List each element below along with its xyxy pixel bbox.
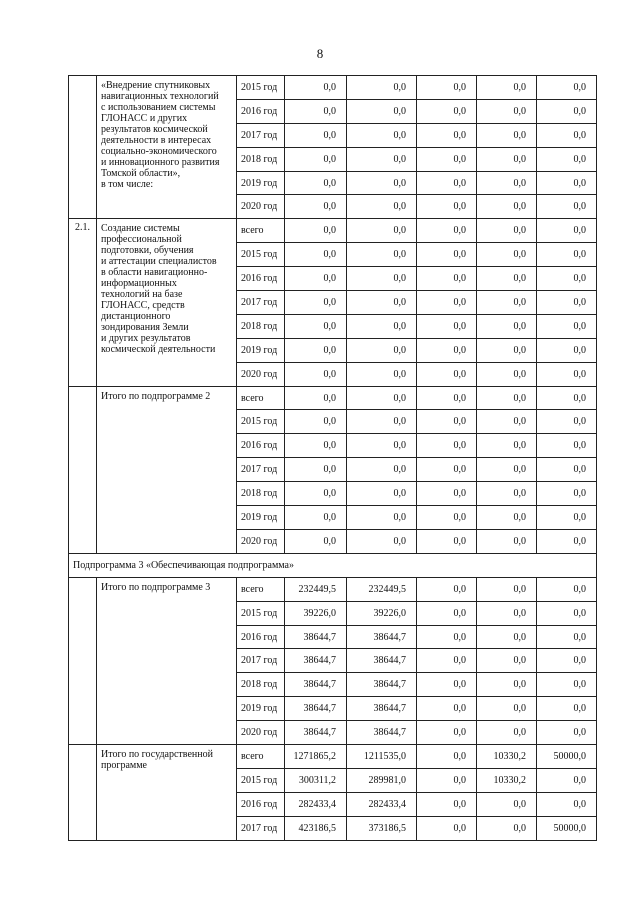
value-extrabudget: 0,0 [537,792,597,816]
year-cell: 2015 год [237,243,285,267]
value-extrabudget: 0,0 [537,697,597,721]
value-federal: 0,0 [417,171,477,195]
year-cell: 2017 год [237,816,285,840]
year-cell: 2017 год [237,291,285,315]
value-total: 0,0 [285,243,347,267]
value-extrabudget: 0,0 [537,338,597,362]
value-local: 0,0 [477,721,537,745]
value-regional: 0,0 [347,123,417,147]
value-total: 0,0 [285,529,347,553]
value-extrabudget: 0,0 [537,529,597,553]
value-extrabudget: 0,0 [537,267,597,291]
value-federal: 0,0 [417,649,477,673]
table-row [69,76,597,100]
value-extrabudget: 0,0 [537,362,597,386]
item-number [69,386,97,553]
value-regional: 1211535,0 [347,745,417,769]
value-federal: 0,0 [417,267,477,291]
table-row [69,577,597,601]
value-regional: 38644,7 [347,649,417,673]
value-local: 10330,2 [477,745,537,769]
year-cell: 2016 год [237,792,285,816]
value-extrabudget: 50000,0 [537,745,597,769]
value-extrabudget: 0,0 [537,434,597,458]
value-local: 0,0 [477,601,537,625]
value-local: 0,0 [477,219,537,243]
value-local: 0,0 [477,410,537,434]
value-total: 423186,5 [285,816,347,840]
value-extrabudget: 0,0 [537,601,597,625]
value-federal: 0,0 [417,529,477,553]
value-federal: 0,0 [417,243,477,267]
year-cell: всего [237,386,285,410]
value-regional: 0,0 [347,458,417,482]
value-regional: 373186,5 [347,816,417,840]
value-total: 0,0 [285,362,347,386]
value-total: 0,0 [285,219,347,243]
value-total: 0,0 [285,338,347,362]
value-regional: 289981,0 [347,768,417,792]
value-local: 0,0 [477,243,537,267]
value-regional: 0,0 [347,362,417,386]
value-total: 38644,7 [285,673,347,697]
value-federal: 0,0 [417,76,477,100]
value-local: 0,0 [477,506,537,530]
value-regional: 38644,7 [347,673,417,697]
value-local: 0,0 [477,673,537,697]
value-total: 39226,0 [285,601,347,625]
value-local: 10330,2 [477,768,537,792]
table-row [69,745,597,769]
year-cell: 2016 год [237,267,285,291]
value-federal: 0,0 [417,601,477,625]
year-cell: 2020 год [237,721,285,745]
value-total: 0,0 [285,410,347,434]
value-extrabudget: 0,0 [537,458,597,482]
value-federal: 0,0 [417,147,477,171]
year-cell: 2017 год [237,649,285,673]
value-regional: 38644,7 [347,625,417,649]
year-cell: 2015 год [237,601,285,625]
table-row [69,219,597,243]
value-extrabudget: 0,0 [537,721,597,745]
year-cell: 2015 год [237,768,285,792]
value-local: 0,0 [477,816,537,840]
value-total: 282433,4 [285,792,347,816]
value-total: 0,0 [285,458,347,482]
value-regional: 0,0 [347,506,417,530]
year-cell: 2018 год [237,314,285,338]
value-extrabudget: 0,0 [537,482,597,506]
value-local: 0,0 [477,482,537,506]
item-name: Итого по подпрограмме 2 [97,386,237,553]
year-cell: 2018 год [237,147,285,171]
value-regional: 39226,0 [347,601,417,625]
value-regional: 0,0 [347,386,417,410]
value-regional: 232449,5 [347,577,417,601]
value-regional: 0,0 [347,76,417,100]
value-federal: 0,0 [417,506,477,530]
value-regional: 0,0 [347,267,417,291]
value-total: 38644,7 [285,625,347,649]
value-local: 0,0 [477,458,537,482]
value-total: 0,0 [285,291,347,315]
value-federal: 0,0 [417,673,477,697]
year-cell: 2015 год [237,410,285,434]
value-local: 0,0 [477,362,537,386]
value-local: 0,0 [477,99,537,123]
value-total: 0,0 [285,314,347,338]
value-local: 0,0 [477,529,537,553]
value-local: 0,0 [477,386,537,410]
value-regional: 0,0 [347,195,417,219]
value-regional: 0,0 [347,410,417,434]
value-regional: 0,0 [347,314,417,338]
year-cell: 2019 год [237,697,285,721]
value-total: 38644,7 [285,721,347,745]
value-extrabudget: 0,0 [537,386,597,410]
year-cell: 2018 год [237,673,285,697]
year-cell: 2020 год [237,195,285,219]
value-federal: 0,0 [417,386,477,410]
value-local: 0,0 [477,171,537,195]
value-local: 0,0 [477,147,537,171]
value-regional: 0,0 [347,434,417,458]
value-total: 232449,5 [285,577,347,601]
value-regional: 0,0 [347,482,417,506]
item-name: Итого по государственной программе [97,745,237,841]
value-total: 0,0 [285,386,347,410]
section-row [69,553,597,577]
section-title: Подпрограмма 3 «Обеспечивающая подпрограмма» [69,553,597,577]
value-regional: 0,0 [347,338,417,362]
value-total: 0,0 [285,99,347,123]
value-extrabudget: 0,0 [537,147,597,171]
value-regional: 282433,4 [347,792,417,816]
value-local: 0,0 [477,76,537,100]
value-federal: 0,0 [417,195,477,219]
budget-table [68,75,597,841]
value-local: 0,0 [477,697,537,721]
value-total: 300311,2 [285,768,347,792]
value-extrabudget: 0,0 [537,171,597,195]
value-total: 0,0 [285,171,347,195]
table-body [69,76,597,841]
value-federal: 0,0 [417,362,477,386]
value-local: 0,0 [477,649,537,673]
value-extrabudget: 0,0 [537,768,597,792]
year-cell: 2016 год [237,625,285,649]
value-federal: 0,0 [417,410,477,434]
value-total: 0,0 [285,123,347,147]
page-number: 8 [316,46,324,61]
value-local: 0,0 [477,577,537,601]
value-extrabudget: 0,0 [537,506,597,530]
item-number [69,76,97,219]
value-federal: 0,0 [417,792,477,816]
year-cell: 2019 год [237,171,285,195]
value-federal: 0,0 [417,482,477,506]
value-regional: 0,0 [347,147,417,171]
year-cell: 2015 год [237,76,285,100]
item-name: Создание системы профессиональной подготовки, обучения и аттестации специалистов в области навигационно- информационных технологий на базе ГЛОНАСС, средств дистанционного зондирования Земли и других результатов космической деятельности [97,219,237,386]
value-extrabudget: 0,0 [537,243,597,267]
value-total: 0,0 [285,76,347,100]
year-cell: 2020 год [237,362,285,386]
value-federal: 0,0 [417,458,477,482]
item-name: Итого по подпрограмме 3 [97,577,237,744]
value-local: 0,0 [477,195,537,219]
value-federal: 0,0 [417,577,477,601]
value-regional: 38644,7 [347,721,417,745]
value-extrabudget: 0,0 [537,410,597,434]
year-cell: 2019 год [237,338,285,362]
value-total: 0,0 [285,147,347,171]
value-federal: 0,0 [417,219,477,243]
value-extrabudget: 0,0 [537,123,597,147]
year-cell: 2016 год [237,434,285,458]
item-number [69,577,97,744]
value-extrabudget: 0,0 [537,314,597,338]
value-extrabudget: 0,0 [537,649,597,673]
value-local: 0,0 [477,123,537,147]
year-cell: 2020 год [237,529,285,553]
value-total: 0,0 [285,434,347,458]
value-total: 38644,7 [285,649,347,673]
value-federal: 0,0 [417,123,477,147]
value-federal: 0,0 [417,816,477,840]
value-federal: 0,0 [417,625,477,649]
value-extrabudget: 0,0 [537,625,597,649]
value-total: 0,0 [285,267,347,291]
value-federal: 0,0 [417,434,477,458]
value-extrabudget: 50000,0 [537,816,597,840]
year-cell: 2017 год [237,458,285,482]
year-cell: 2019 год [237,506,285,530]
item-number: 2.1. [69,219,97,386]
value-federal: 0,0 [417,99,477,123]
table-row [69,386,597,410]
value-total: 0,0 [285,482,347,506]
value-regional: 38644,7 [347,697,417,721]
item-number [69,745,97,841]
value-federal: 0,0 [417,768,477,792]
value-extrabudget: 0,0 [537,219,597,243]
value-federal: 0,0 [417,697,477,721]
year-cell: 2018 год [237,482,285,506]
value-regional: 0,0 [347,529,417,553]
value-extrabudget: 0,0 [537,76,597,100]
year-cell: 2016 год [237,99,285,123]
value-total: 0,0 [285,506,347,530]
value-total: 0,0 [285,195,347,219]
value-local: 0,0 [477,314,537,338]
item-name: «Внедрение спутниковых навигационных технологий с использованием системы ГЛОНАСС и других результатов космической деятельности в интересах социально-экономического и инновационного развития Томской области», в том числе: [97,76,237,219]
value-extrabudget: 0,0 [537,673,597,697]
value-local: 0,0 [477,338,537,362]
value-local: 0,0 [477,434,537,458]
value-extrabudget: 0,0 [537,99,597,123]
value-federal: 0,0 [417,314,477,338]
value-total: 1271865,2 [285,745,347,769]
year-cell: 2017 год [237,123,285,147]
value-extrabudget: 0,0 [537,291,597,315]
value-local: 0,0 [477,267,537,291]
value-extrabudget: 0,0 [537,195,597,219]
year-cell: всего [237,745,285,769]
value-regional: 0,0 [347,171,417,195]
value-total: 38644,7 [285,697,347,721]
value-regional: 0,0 [347,219,417,243]
year-cell: всего [237,219,285,243]
year-cell: всего [237,577,285,601]
value-federal: 0,0 [417,745,477,769]
value-regional: 0,0 [347,99,417,123]
value-extrabudget: 0,0 [537,577,597,601]
value-regional: 0,0 [347,291,417,315]
value-local: 0,0 [477,625,537,649]
value-regional: 0,0 [347,243,417,267]
value-local: 0,0 [477,792,537,816]
value-local: 0,0 [477,291,537,315]
value-federal: 0,0 [417,291,477,315]
value-federal: 0,0 [417,338,477,362]
value-federal: 0,0 [417,721,477,745]
